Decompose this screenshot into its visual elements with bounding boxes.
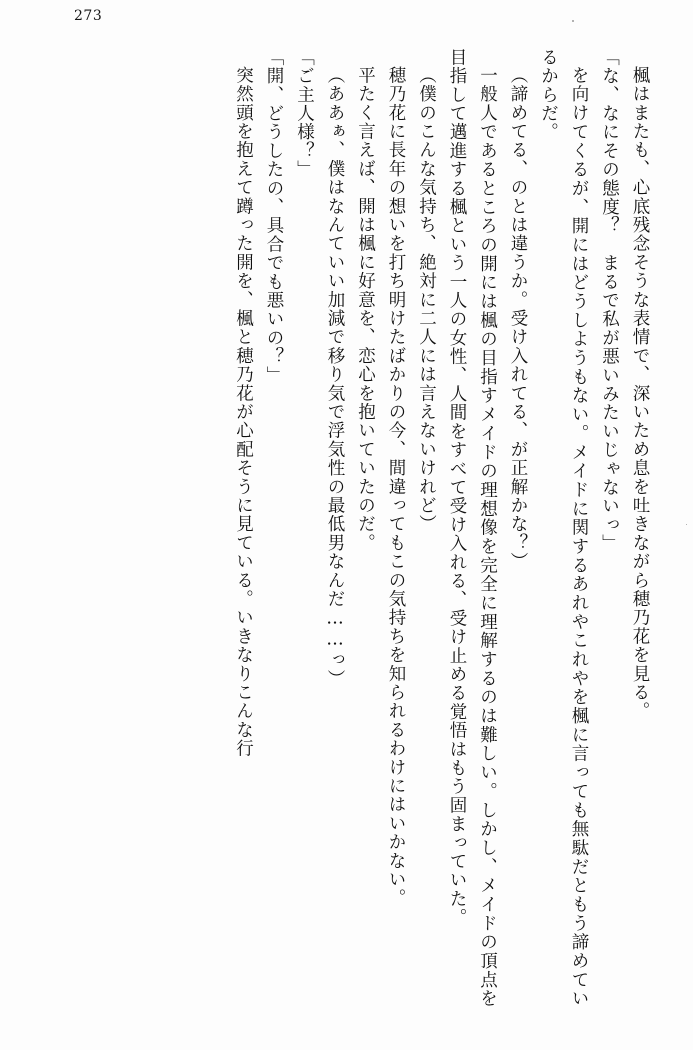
paragraph: 突然頭を抱えて蹲った開を、楓と穂乃花が心配そうに見ている。いきなりこんな行: [233, 66, 254, 758]
paragraph: 穂乃花に長年の想いを打ち明けたばかりの今、間違ってもこの気持ちを知られるわけにはいかない。: [386, 66, 406, 908]
paragraph: （ああぁ、僕はなんていい加減で移り気で浮気性の最低男なんだ……っ）: [325, 66, 345, 689]
paragraph: （諦めてる、のとは違うか。受け入れてる、が正解かな？）: [508, 66, 528, 571]
paragraph: 楓はまたも、心底残念そうな表情で、深いため息を吐きながら穂乃花を見る。: [630, 66, 650, 721]
paragraph: 「開、どうしたの、具合でも悪いの？」: [264, 48, 284, 385]
paragraph: （僕のこんな気持ち、絶対に二人には言えないけれど）: [416, 66, 437, 534]
dust-speck-icon: [572, 20, 574, 22]
dust-speck-icon: [686, 524, 687, 525]
paragraph: 「な、なにその態度？ まるで私が悪いみたいじゃないっ」: [599, 48, 620, 553]
paragraph: 一般人であるところの開には楓の目指すメイドの理想像を完全に理解するのは難しい。しかし、メイドの頂点を目指して邁進する楓という一人の女性、人間をすべて受け入れる、受け止める覚悟はもう固まっていた。: [447, 48, 498, 1008]
paragraph: 平たく言えば、開は楓に好意を、恋心を抱いていたのだ。: [355, 66, 376, 553]
page-number: 273: [74, 8, 103, 24]
paragraph: 「ご主人様？」: [294, 48, 315, 179]
paragraph: を向けてくるが、開にはどうしようもない。メイドに関するあれやこれやを楓に言っても無駄だともう諦めているからだ。: [538, 48, 589, 1008]
page-body-text: [37, 48, 655, 1008]
